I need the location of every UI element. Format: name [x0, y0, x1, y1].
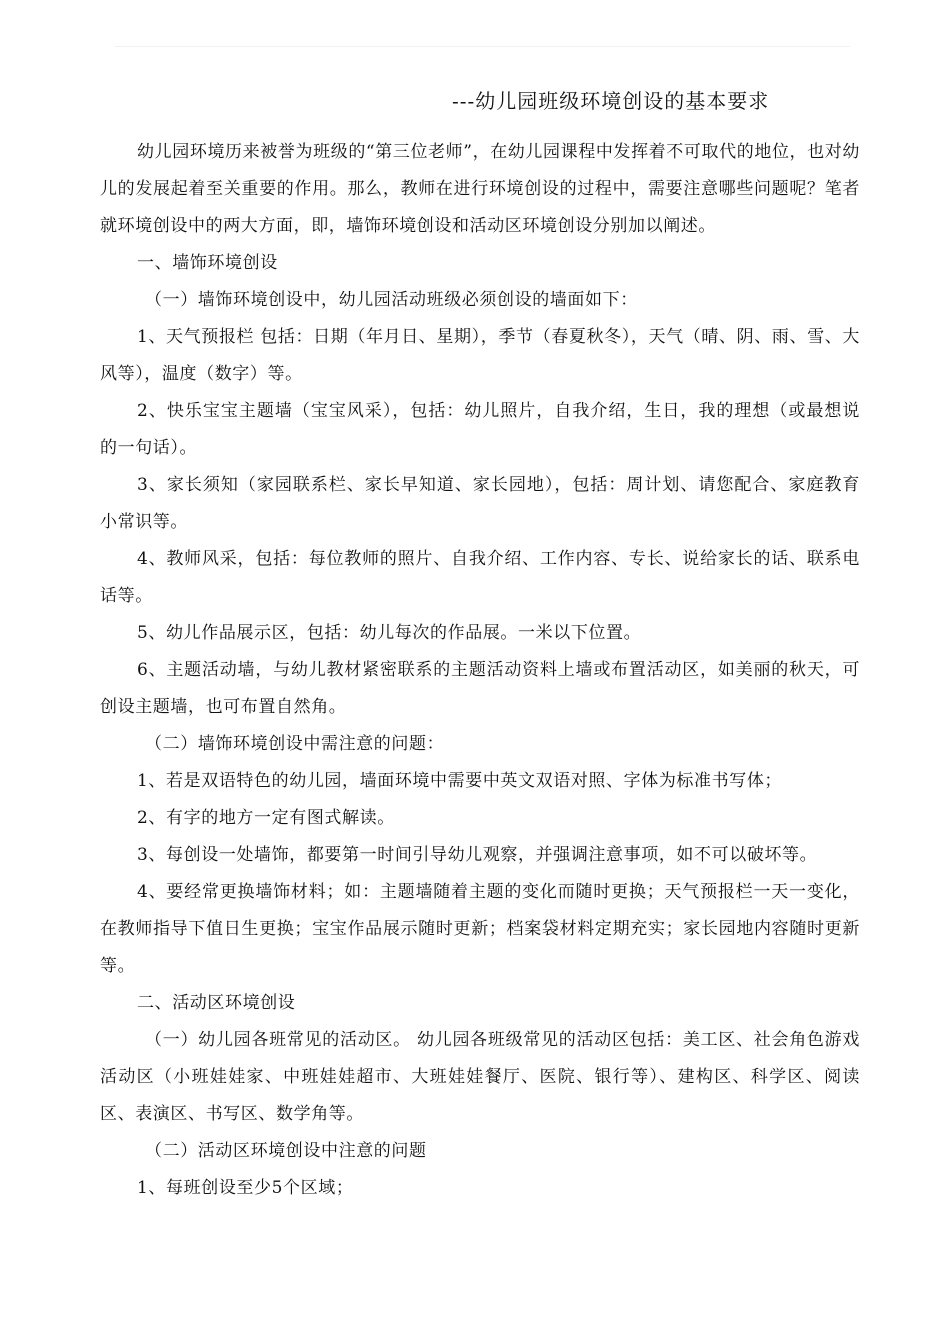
subsection-heading-wall-issues: （二）墙饰环境创设中需注意的问题： — [145, 734, 445, 754]
list-item-bilingual: 1、若是双语特色的幼儿园，墙面环境中需要中英文双语对照、字体为标准书写体； — [137, 771, 783, 791]
list-item-parent-notice: 3、家长须知（家园联系栏、家长早知道、家长园地），包括：周计划、请您配合、家庭教育小常识等。 — [100, 475, 860, 532]
section-heading-wall-decoration: 一、墙饰环境创设 — [137, 253, 278, 273]
list-item-weather-board: 1、天气预报栏 包括：日期（年月日、星期），季节（春夏秋冬），天气（晴、阴、雨、雪、大风等），温度（数字）等。 — [100, 327, 860, 384]
list-item-picture-explanation: 2、有字的地方一定有图式解读。 — [137, 808, 395, 828]
list-item-teacher-showcase: 4、教师风采，包括：每位教师的照片、自我介绍、工作内容、专长、说给家长的话、联系电话等。 — [100, 549, 860, 606]
list-item-five-areas: 1、每班创设至少5个区域； — [137, 1178, 354, 1198]
list-item-update-materials: 4、要经常更换墙饰材料；如：主题墙随着主题的变化而随时更换；天气预报栏一天一变化，在教师指导下值日生更换；宝宝作品展示随时更新；档案袋材料定期充实；家长园地内容随时更新等。 — [100, 882, 860, 976]
document-title: ---幼儿园班级环境创设的基本要求 — [452, 89, 770, 113]
list-item-guide-observation: 3、每创设一处墙饰，都要第一时间引导幼儿观察，并强调注意事项，如不可以破坏等。 — [137, 845, 818, 865]
list-item-artwork-display: 5、幼儿作品展示区，包括：幼儿每次的作品展。一米以下位置。 — [137, 623, 642, 643]
header-divider — [115, 46, 850, 47]
list-item-happy-baby-wall: 2、快乐宝宝主题墙（宝宝风采），包括：幼儿照片，自我介绍，生日，我的理想（或最想说的一句话）。 — [100, 401, 860, 458]
subsection-heading-common-areas: （一）幼儿园各班常见的活动区。 幼儿园各班级常见的活动区包括：美工区、社会角色游戏活动区（小班娃娃家、中班娃娃超市、大班娃娃餐厅、医院、银行等）、建构区、科学区、阅读区、表演区、书写区、数学角等。 — [100, 1030, 860, 1124]
subsection-heading-required-walls: （一）墙饰环境创设中，幼儿园活动班级必须创设的墙面如下： — [145, 290, 638, 310]
subsection-heading-area-issues: （二）活动区环境创设中注意的问题 — [145, 1141, 427, 1161]
section-heading-activity-areas: 二、活动区环境创设 — [137, 993, 296, 1013]
intro-paragraph: 幼儿园环境历来被誉为班级的“第三位老师”，在幼儿园课程中发挥着不可取代的地位，也对幼儿的发展起着至关重要的作用。那么，教师在进行环境创设的过程中，需要注意哪些问题呢？笔者就环境创设中的两大方面，即，墙饰环境创设和活动区环境创设分别加以阐述。 — [100, 142, 860, 236]
list-item-theme-wall: 6、主题活动墙，与幼儿教材紧密联系的主题活动资料上墙或布置活动区，如美丽的秋天，可创设主题墙，也可布置自然角。 — [100, 660, 860, 717]
document-body — [100, 134, 860, 1207]
